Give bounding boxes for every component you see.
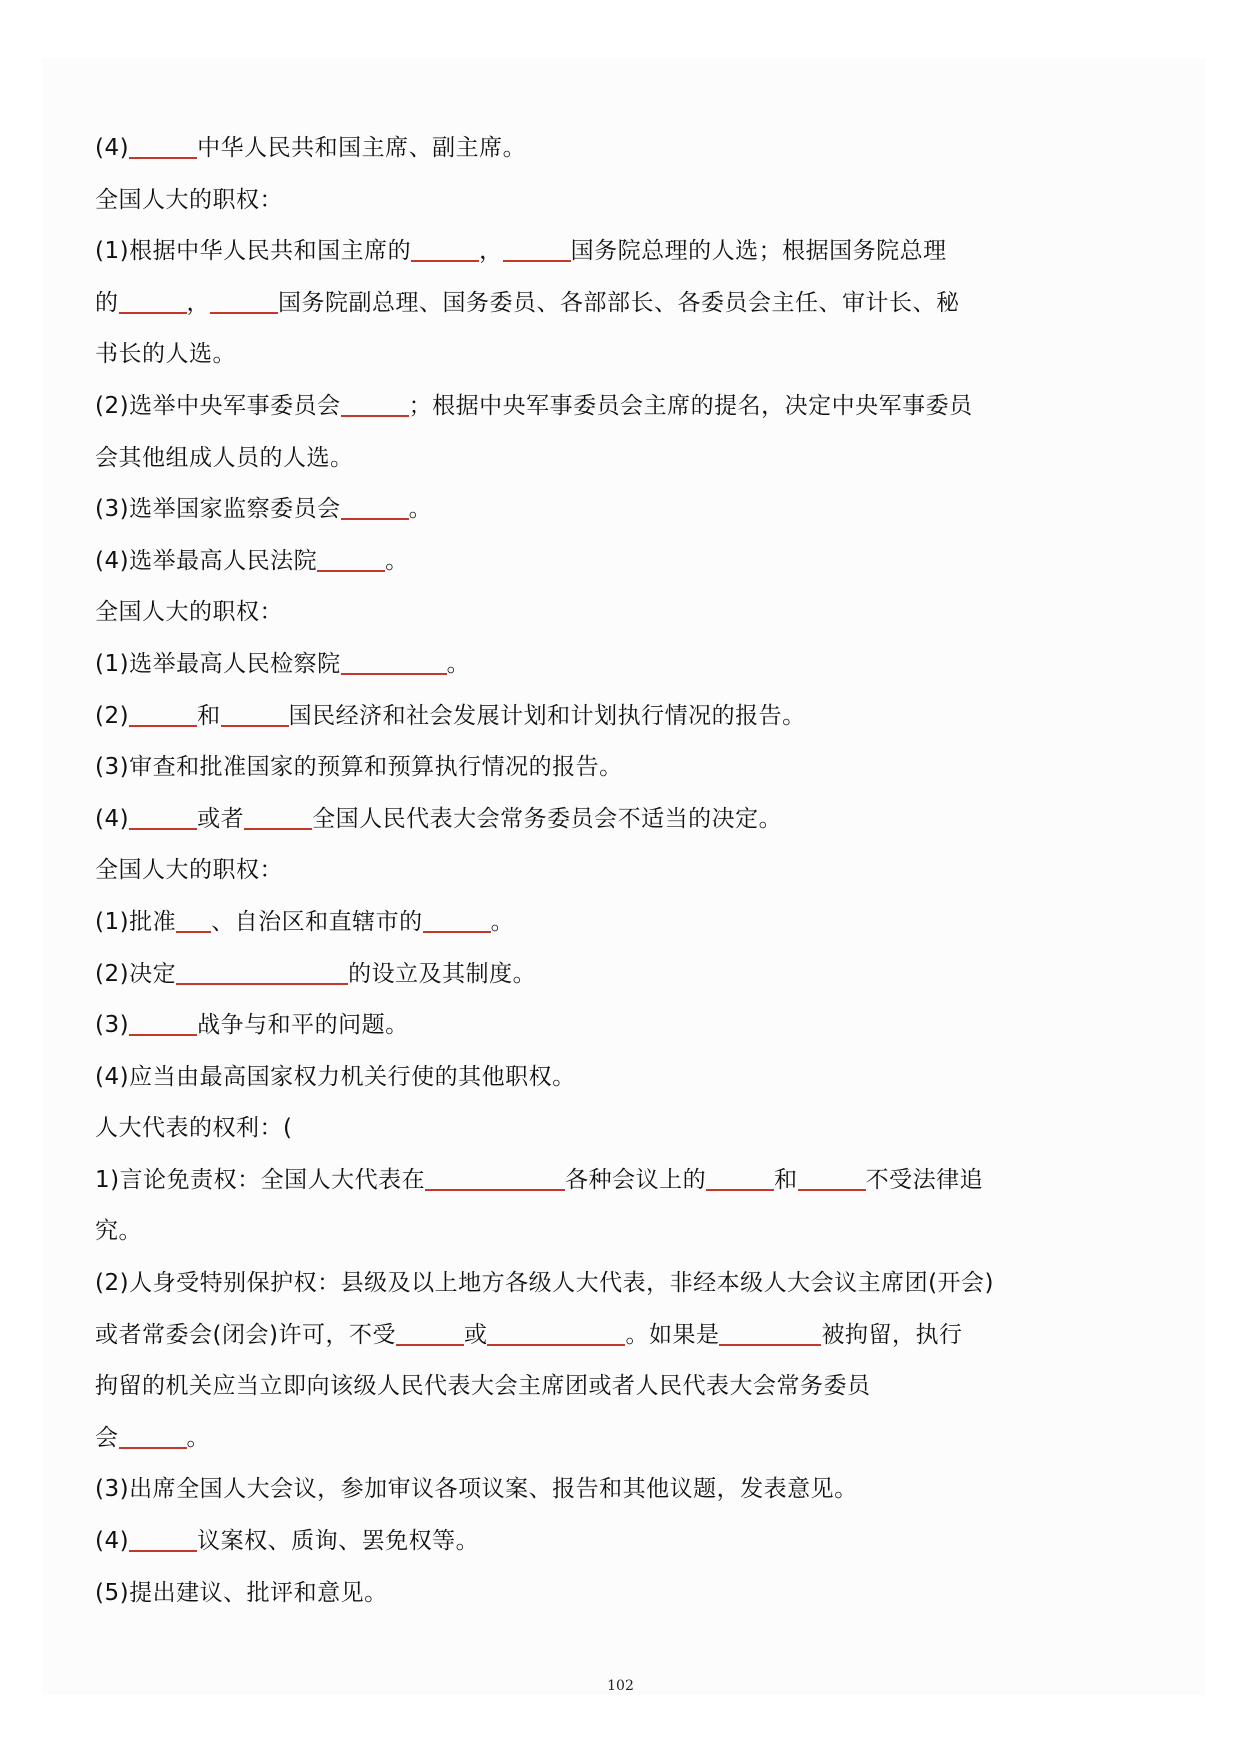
- text-line: [95, 438, 1135, 490]
- text-segment: 。如果是: [625, 1321, 720, 1348]
- text-segment: 会: [95, 1424, 119, 1451]
- text-segment: 全国人大的职权：: [95, 186, 283, 213]
- fill-in-blank[interactable]: [119, 286, 187, 314]
- page-number: 102: [607, 1678, 634, 1694]
- text-segment: 国务院总理的人选；根据国务院总理: [570, 238, 947, 265]
- fill-in-blank[interactable]: [503, 234, 571, 262]
- text-segment: (5)提出建议、批评和意见。: [95, 1579, 388, 1606]
- text-line: [95, 1418, 1135, 1470]
- text-segment: (2)人身受特别保护权：县级及以上地方各级人大代表，非经本级人大会议主席团(开会): [95, 1270, 995, 1297]
- fill-in-blank[interactable]: [317, 544, 385, 572]
- text-segment: 。: [408, 496, 433, 523]
- text-segment: 被拘留，执行: [821, 1321, 963, 1348]
- text-segment: 。: [490, 908, 515, 935]
- fill-in-blank[interactable]: [129, 1524, 197, 1552]
- text-segment: 。: [186, 1424, 210, 1451]
- text-line: [95, 592, 1135, 644]
- text-segment: (4): [95, 1528, 130, 1555]
- text-line: [95, 850, 1135, 902]
- text-segment: 。: [385, 547, 409, 574]
- text-segment: (2)选举中央军事委员会: [95, 392, 341, 419]
- fill-in-blank[interactable]: [129, 699, 197, 727]
- fill-in-blank[interactable]: [119, 1421, 187, 1449]
- text-line: [95, 1315, 1135, 1367]
- text-segment: (4)应当由最高国家权力机关行使的其他职权。: [95, 1063, 576, 1090]
- text-line: [95, 1005, 1135, 1057]
- text-segment: (3): [95, 1012, 130, 1039]
- text-line: [95, 128, 1135, 180]
- fill-in-blank[interactable]: [176, 957, 348, 985]
- text-segment: ；根据中央军事委员会主席的提名，决定中央军事委员: [408, 392, 973, 419]
- fill-in-blank[interactable]: [221, 699, 289, 727]
- fill-in-blank[interactable]: [244, 802, 312, 830]
- text-line: [95, 334, 1135, 386]
- text-segment: 全国人民代表大会常务委员会不适当的决定。: [312, 805, 783, 832]
- fill-in-blank[interactable]: [210, 286, 278, 314]
- text-segment: 究。: [95, 1218, 142, 1245]
- text-line: [95, 1160, 1135, 1212]
- text-segment: 。: [446, 650, 471, 677]
- text-segment: 或: [463, 1321, 488, 1348]
- text-segment: 中华人民共和国主席、副主席。: [197, 135, 527, 161]
- text-segment: (3)选举国家监察委员会: [95, 496, 341, 523]
- text-segment: 全国人大的职权：: [95, 857, 283, 884]
- text-line: [95, 644, 1135, 696]
- text-segment: 议案权、质询、罢免权等。: [197, 1528, 480, 1555]
- text-segment: (4): [95, 135, 130, 161]
- text-segment: 国务院副总理、国务委员、各部部长、各委员会主任、审计长、秘: [278, 289, 960, 316]
- text-line: [95, 1211, 1135, 1263]
- text-segment: 国民经济和社会发展计划和计划执行情况的报告。: [288, 702, 806, 729]
- text-segment: 和: [197, 702, 221, 729]
- fill-in-blank[interactable]: [341, 647, 447, 675]
- text-segment: 会其他组成人员的人选。: [95, 444, 354, 471]
- text-segment: ，: [479, 238, 503, 265]
- text-segment: 全国人大的职权：: [95, 599, 283, 626]
- text-line: [95, 1573, 1135, 1625]
- text-line: [95, 386, 1135, 438]
- text-segment: (1)批准: [95, 908, 177, 935]
- document-body: [95, 128, 1135, 1624]
- text-line: [95, 1263, 1135, 1315]
- fill-in-blank[interactable]: [706, 1163, 774, 1191]
- text-line: [95, 902, 1135, 954]
- text-segment: (3)出席全国人大会议，参加审议各项议案、报告和其他议题，发表意见。: [95, 1476, 858, 1503]
- text-segment: 战争与和平的问题。: [197, 1012, 409, 1039]
- fill-in-blank[interactable]: [396, 1318, 464, 1346]
- text-segment: (2): [95, 702, 130, 729]
- text-line: [95, 1521, 1135, 1573]
- text-line: [95, 231, 1135, 283]
- text-line: [95, 1469, 1135, 1521]
- text-segment: 拘留的机关应当立即向该级人民代表大会主席团或者人民代表大会常务委员: [95, 1373, 871, 1400]
- text-segment: 各种会议上的: [565, 1166, 707, 1193]
- fill-in-blank[interactable]: [129, 1008, 197, 1036]
- fill-in-blank[interactable]: [719, 1318, 821, 1346]
- text-line: [95, 954, 1135, 1006]
- fill-in-blank[interactable]: [129, 131, 197, 159]
- text-line: [95, 489, 1135, 541]
- fill-in-blank[interactable]: [341, 492, 409, 520]
- text-segment: 的设立及其制度。: [348, 960, 537, 987]
- fill-in-blank[interactable]: [341, 389, 409, 417]
- text-segment: 、自治区和直辖市的: [211, 908, 423, 935]
- fill-in-blank[interactable]: [411, 234, 479, 262]
- text-segment: (4): [95, 805, 130, 832]
- fill-in-blank[interactable]: [425, 1163, 565, 1191]
- text-segment: 书长的人选。: [95, 341, 236, 368]
- text-segment: 不受法律追: [865, 1166, 984, 1193]
- text-segment: 的: [95, 289, 119, 316]
- fill-in-blank[interactable]: [798, 1163, 866, 1191]
- text-line: [95, 541, 1135, 593]
- fill-in-blank[interactable]: [176, 905, 211, 933]
- text-segment: 和: [774, 1166, 798, 1193]
- fill-in-blank[interactable]: [129, 802, 197, 830]
- text-segment: (1)选举最高人民检察院: [95, 650, 341, 677]
- text-line: [95, 1057, 1135, 1109]
- text-line: [95, 799, 1135, 851]
- text-line: [95, 1366, 1135, 1418]
- text-line: [95, 180, 1135, 232]
- text-segment: 人大代表的权利：(: [95, 1115, 293, 1142]
- fill-in-blank[interactable]: [423, 905, 491, 933]
- text-segment: (3)审查和批准国家的预算和预算执行情况的报告。: [95, 754, 623, 781]
- text-line: [95, 696, 1135, 748]
- text-line: [95, 1108, 1135, 1160]
- text-segment: ，: [186, 289, 210, 316]
- fill-in-blank[interactable]: [487, 1318, 625, 1346]
- text-segment: 1)言论免责权：全国人大代表在: [95, 1166, 426, 1193]
- text-line: [95, 283, 1135, 335]
- text-segment: (4)选举最高人民法院: [95, 547, 318, 574]
- text-line: [95, 747, 1135, 799]
- text-segment: (1)根据中华人民共和国主席的: [95, 238, 412, 265]
- text-segment: 或者: [197, 805, 245, 832]
- text-segment: (2)决定: [95, 960, 177, 987]
- text-segment: 或者常委会(闭会)许可，不受: [95, 1321, 396, 1348]
